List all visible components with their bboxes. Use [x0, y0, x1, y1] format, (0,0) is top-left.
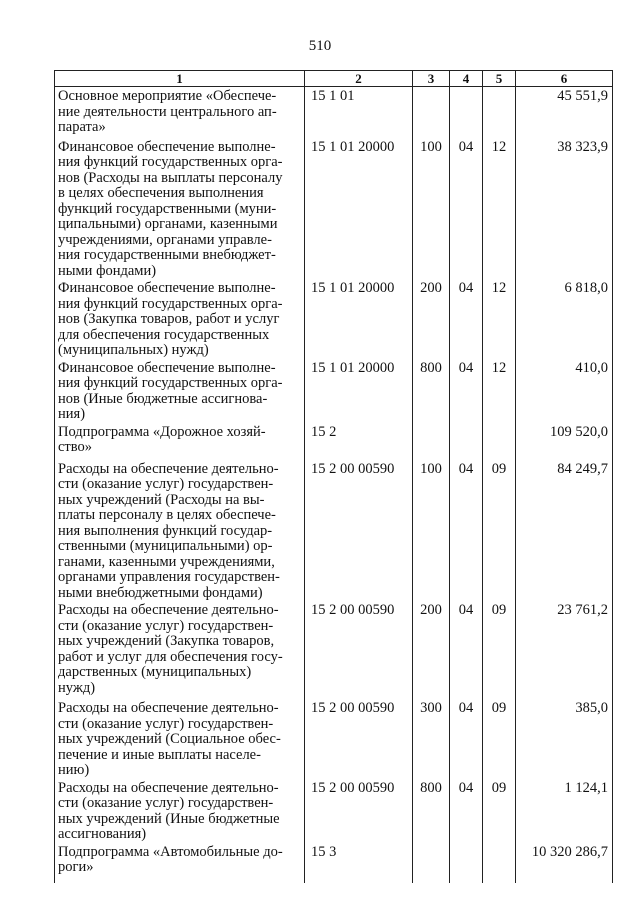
row-code-cell: 15 2 00 00590: [305, 779, 413, 843]
row-name-line: Финансовое обеспечение выполне-: [58, 138, 276, 155]
table-row: [55, 460, 613, 602]
row-code-cell: 15 2: [305, 423, 413, 460]
row-code-cell: 15 1 01 20000: [305, 279, 413, 359]
header-col-5: 5: [483, 71, 516, 87]
row-name-line: ными фондами): [58, 262, 157, 279]
row-expense-type-cell: [413, 87, 450, 138]
row-expense-type-cell: 800: [413, 779, 450, 843]
row-name-line: (муниципальных) нужд): [58, 342, 209, 358]
row-expense-type-cell: [413, 423, 450, 460]
row-subsection-cell: [483, 843, 516, 883]
table-row: [55, 423, 613, 460]
row-amount-cell: 6 818,0: [516, 279, 613, 359]
table-row: [55, 138, 613, 280]
row-name-line: ния функций государственных орга-: [58, 375, 283, 391]
table-header: [55, 71, 613, 87]
row-section-cell: 04: [450, 601, 483, 699]
row-subsection-cell: 09: [483, 601, 516, 699]
row-code-cell: 15 2 00 00590: [305, 460, 413, 602]
row-amount-cell: 23 761,2: [516, 601, 613, 699]
row-section-cell: 04: [450, 359, 483, 423]
row-name-cell: [55, 601, 305, 699]
row-name-cell: [55, 699, 305, 779]
row-name-line: ганами, казенными учреждениями,: [58, 553, 275, 570]
row-name-line: Финансовое обеспечение выполне-: [58, 280, 276, 296]
row-name-line: для обеспечения государственных: [58, 326, 270, 343]
row-name-line: Расходы на обеспечение деятельно-: [58, 460, 279, 477]
row-name-line: ния): [58, 406, 86, 422]
row-section-cell: 04: [450, 460, 483, 602]
row-expense-type-cell: [413, 843, 450, 883]
row-name-cell: [55, 460, 305, 602]
row-name-cell: [55, 138, 305, 280]
row-subsection-cell: 09: [483, 699, 516, 779]
row-name-line: Основное мероприятие «Обеспече-: [58, 88, 277, 104]
row-name-line: ния функций государственных орга-: [58, 154, 283, 170]
row-name-line: ных учреждений (Закупка товаров,: [58, 633, 275, 649]
row-section-cell: [450, 423, 483, 460]
row-amount-cell: 45 551,9: [516, 87, 613, 138]
row-name-line: ния функций государственных орга-: [58, 295, 283, 312]
header-col-2: 2: [305, 71, 413, 87]
row-name-line: сти (оказание услуг) государствен-: [58, 476, 274, 492]
row-name-cell: [55, 87, 305, 138]
row-subsection-cell: [483, 87, 516, 138]
table-row: [55, 601, 613, 699]
table-row: [55, 843, 613, 883]
row-name-line: ния государственными внебюджет-: [58, 247, 276, 263]
row-name-line: учреждениями, органами управле-: [58, 231, 272, 248]
row-subsection-cell: 09: [483, 460, 516, 602]
table-row: [55, 779, 613, 843]
row-expense-type-cell: 300: [413, 699, 450, 779]
row-name-line: сти (оказание услуг) государствен-: [58, 715, 274, 732]
row-name-line: функций государственными (муни-: [58, 200, 277, 217]
row-amount-cell: 84 249,7: [516, 460, 613, 602]
row-name-line: сти (оказание услуг) государствен-: [58, 617, 274, 634]
row-name-line: Расходы на обеспечение деятельно-: [58, 779, 279, 796]
row-expense-type-cell: 200: [413, 279, 450, 359]
row-section-cell: 04: [450, 699, 483, 779]
row-expense-type-cell: 100: [413, 460, 450, 602]
row-name-line: сти (оказание услуг) государствен-: [58, 795, 274, 811]
row-code-cell: 15 1 01: [305, 87, 413, 138]
row-code-cell: 15 1 01 20000: [305, 359, 413, 423]
row-section-cell: [450, 87, 483, 138]
row-amount-cell: 410,0: [516, 359, 613, 423]
row-name-line: нов (Иные бюджетные ассигнова-: [58, 390, 268, 407]
row-name-line: ными внебюджетными фондами): [58, 584, 263, 601]
row-section-cell: [450, 843, 483, 883]
row-section-cell: 04: [450, 279, 483, 359]
row-name-line: органами управления государствен-: [58, 569, 280, 585]
row-name-cell: [55, 779, 305, 843]
row-name-line: ных учреждений (Иные бюджетные: [58, 810, 280, 827]
header-col-4: 4: [450, 71, 483, 87]
row-name-line: ния выполнения функций государ-: [58, 522, 273, 539]
row-expense-type-cell: 200: [413, 601, 450, 699]
row-code-cell: 15 2 00 00590: [305, 601, 413, 699]
row-subsection-cell: [483, 423, 516, 460]
row-expense-type-cell: 100: [413, 138, 450, 280]
row-subsection-cell: 09: [483, 779, 516, 843]
row-name-line: Финансовое обеспечение выполне-: [58, 359, 276, 376]
row-name-cell: [55, 359, 305, 423]
row-amount-cell: 10 320 286,7: [516, 843, 613, 883]
row-name-cell: [55, 279, 305, 359]
row-name-line: ципальными) органами, казенными: [58, 216, 278, 232]
row-name-line: дарственных (муниципальных): [58, 664, 252, 680]
row-name-line: ство»: [58, 439, 93, 455]
row-subsection-cell: 12: [483, 138, 516, 280]
row-name-line: платы персоналу в целях обеспече-: [58, 507, 276, 523]
row-name-line: ние деятельности центрального ап-: [58, 103, 277, 120]
row-name-line: Расходы на обеспечение деятельно-: [58, 700, 279, 716]
row-name-line: нужд): [58, 679, 96, 696]
budget-table: [54, 70, 613, 883]
row-name-line: нию): [58, 762, 90, 778]
row-subsection-cell: 12: [483, 279, 516, 359]
table-body: [55, 87, 613, 883]
row-name-line: печение и иные выплаты населе-: [58, 746, 261, 763]
table-row: [55, 359, 613, 423]
row-name-line: нов (Закупка товаров, работ и услуг: [58, 311, 280, 327]
row-name-line: ных учреждений (Социальное обес-: [58, 731, 281, 747]
row-amount-cell: 1 124,1: [516, 779, 613, 843]
row-amount-cell: 109 520,0: [516, 423, 613, 460]
row-name-line: ственными (муниципальными) ор-: [58, 538, 273, 554]
header-col-3: 3: [413, 71, 450, 87]
row-name-line: ных учреждений (Расходы на вы-: [58, 491, 265, 508]
row-name-cell: [55, 423, 305, 460]
table-row: [55, 279, 613, 359]
row-code-cell: 15 3: [305, 843, 413, 883]
row-name-cell: [55, 843, 305, 883]
row-name-line: Подпрограмма «Автомобильные до-: [58, 843, 283, 860]
row-name-line: Подпрограмма «Дорожное хозяй-: [58, 423, 266, 440]
row-amount-cell: 38 323,9: [516, 138, 613, 280]
row-section-cell: 04: [450, 779, 483, 843]
row-name-line: в целях обеспечения выполнения: [58, 185, 264, 201]
table-row: [55, 87, 613, 138]
row-name-line: роги»: [58, 859, 94, 875]
row-code-cell: 15 1 01 20000: [305, 138, 413, 280]
table-row: [55, 699, 613, 779]
header-col-6: 6: [516, 71, 613, 87]
row-name-line: работ и услуг для обеспечения госу-: [58, 648, 283, 665]
row-section-cell: 04: [450, 138, 483, 280]
row-code-cell: 15 2 00 00590: [305, 699, 413, 779]
row-expense-type-cell: 800: [413, 359, 450, 423]
row-name-line: нов (Расходы на выплаты персоналу: [58, 169, 283, 186]
row-name-line: Расходы на обеспечение деятельно-: [58, 602, 279, 618]
page-number: 510: [308, 38, 332, 54]
row-amount-cell: 385,0: [516, 699, 613, 779]
row-subsection-cell: 12: [483, 359, 516, 423]
header-col-1: 1: [55, 71, 305, 87]
row-name-line: парата»: [58, 119, 106, 135]
row-name-line: ассигнования): [58, 826, 147, 842]
